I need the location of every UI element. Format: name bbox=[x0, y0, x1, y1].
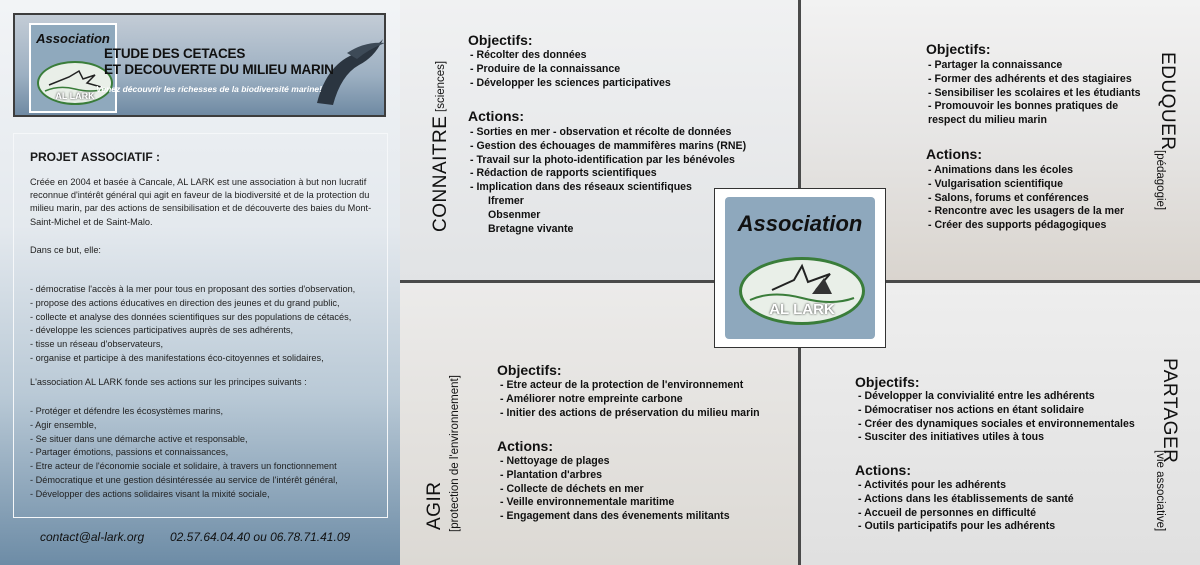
eduquer-action-item: - Salons, forums et conférences bbox=[928, 191, 1089, 204]
divider-right-horizontal bbox=[886, 280, 1200, 283]
eduquer-objectif-item: - Former des adhérents et des stagiaires bbox=[928, 72, 1132, 85]
projet-principle-item: - Développer des actions solidaires visant la mixité sociale, bbox=[30, 488, 270, 499]
projet-list-item: - démocratise l'accès à la mer pour tous en proposant des sorties d'observation, bbox=[30, 284, 356, 294]
eduquer-title: EDUQUER bbox=[1157, 52, 1178, 151]
eduquer-subtitle: [pédagogie] bbox=[1154, 150, 1166, 211]
header-title-line1: ETUDE DES CETACES bbox=[104, 46, 246, 61]
connaitre-objectif-item: - Développer les sciences participatives bbox=[470, 77, 671, 89]
partager-action-item: - Outils participatifs pour les adhérents bbox=[858, 520, 1056, 533]
eduquer-action-item: - Animations dans les écoles bbox=[928, 164, 1074, 176]
projet-title: PROJET ASSOCIATIF : bbox=[30, 150, 161, 164]
contact-email[interactable]: contact@al-lark.org bbox=[40, 530, 145, 544]
partager-objectifs-label: Objectifs: bbox=[855, 374, 920, 390]
center-logo-oval bbox=[739, 257, 865, 325]
header-title-line2: ET DECOUVERTE DU MILIEU MARIN bbox=[104, 62, 334, 77]
center-logo-inner bbox=[725, 197, 875, 339]
projet-lead: Dans ce but, elle: bbox=[30, 245, 101, 255]
partager-action-item: - Actions dans les établissements de santé bbox=[858, 492, 1074, 505]
partager-subtitle: [vie associative] bbox=[1154, 450, 1166, 532]
connaitre-action-item: - Implication dans des réseaux scientifiques bbox=[470, 181, 692, 194]
eduquer-objectif-item: - Sensibiliser les scolaires et les étudiants bbox=[928, 86, 1141, 99]
partager-title: PARTAGER bbox=[1159, 358, 1180, 464]
contact-phones: 02.57.64.04.40 ou 06.78.71.41.09 bbox=[170, 530, 351, 544]
logo-subtitle: AL LARK bbox=[55, 91, 95, 101]
eduquer-actions-label: Actions: bbox=[926, 146, 982, 162]
eduquer-action-item: - Créer des supports pédagogiques bbox=[928, 219, 1107, 232]
agir-objectif-item: - Initier des actions de préservation du milieu marin bbox=[500, 406, 760, 419]
connaitre-action-item: - Rédaction de rapports scientifiques bbox=[470, 167, 657, 180]
agir-action-item: - Veille environnementale maritime bbox=[500, 496, 675, 509]
projet-principle-item: - Se situer dans une démarche active et responsable, bbox=[30, 433, 248, 444]
partager-objectif-item: - Démocratiser nos actions en étant solidaire bbox=[858, 403, 1085, 416]
divider-left-horizontal bbox=[400, 280, 714, 283]
partager-action-item: - Activités pour les adhérents bbox=[858, 479, 1006, 491]
agir-objectifs-label: Objectifs: bbox=[497, 362, 562, 378]
agir-actions-label: Actions: bbox=[497, 438, 553, 454]
connaitre-actions-label: Actions: bbox=[468, 108, 524, 124]
projet-principle-item: - Etre acteur de l'économie sociale et solidaire, à travers un fonctionnement bbox=[30, 461, 337, 472]
projet-list-item: - développe les sciences participatives auprès de ses adhérents, bbox=[30, 325, 294, 336]
agir-objectif-item: - Etre acteur de la protection de l'environnement bbox=[500, 379, 744, 391]
connaitre-objectif-item: - Produire de la connaissance bbox=[470, 63, 621, 75]
center-logo-title: Association bbox=[737, 211, 863, 236]
partager-objectif-item: - Susciter des initiatives utiles à tous bbox=[858, 431, 1045, 444]
header-tagline: Venez découvrir les richesses de la biodiversité marine! bbox=[96, 84, 322, 94]
connaitre-subtitle: [sciences] bbox=[435, 60, 447, 112]
partager-action-item: - Accueil de personnes en difficulté bbox=[858, 506, 1036, 519]
agir-objectif-item: - Améliorer notre empreinte carbone bbox=[500, 392, 683, 405]
projet-intro: Créée en 2004 et basée à Cancale, AL LARK est une association à but non lucratif reconnue d'intérêt général qui agit en faveur de la biodiversité et de la protection du milieu marin, par des actions de sensibilisation et de découverte des baies du Mont-Saint-Michel et de Saint-Malo. bbox=[30, 177, 372, 227]
partager-actions-label: Actions: bbox=[855, 462, 911, 478]
connaitre-objectif-item: - Récolter des données bbox=[470, 49, 587, 61]
projet-list-item: - collecte et analyse des données scientifiques sur des populations de cétacés, bbox=[30, 311, 352, 322]
projet-principles-lead: L'association AL LARK fonde ses actions sur les principes suivants : bbox=[30, 377, 307, 387]
connaitre-action-item: Obsenmer bbox=[488, 208, 541, 221]
agir-action-item: - Plantation d'arbres bbox=[500, 468, 603, 481]
connaitre-action-item: - Gestion des échouages de mammifères marins (RNE) bbox=[470, 139, 747, 152]
eduquer-objectif-item: - Promouvoir les bonnes pratiques de bbox=[928, 100, 1119, 113]
agir-action-item: - Engagement dans des évenements militants bbox=[500, 510, 730, 523]
connaitre-action-item: - Travail sur la photo-identification par les bénévoles bbox=[470, 153, 735, 166]
projet-list-item: - propose des actions éducatives en direction des jeunes et du grand public, bbox=[30, 297, 340, 308]
agir-action-item: - Nettoyage de plages bbox=[500, 455, 610, 467]
agir-action-item: - Collecte de déchets en mer bbox=[500, 482, 644, 495]
center-logo-sub: AL LARK bbox=[769, 301, 835, 318]
center-logo bbox=[714, 188, 886, 348]
projet-principle-item: - Agir ensemble, bbox=[30, 419, 97, 430]
projet-principle-item: - Partager émotions, passions et connaissances, bbox=[30, 447, 229, 458]
logo-title: Association bbox=[36, 31, 110, 46]
logo-oval bbox=[37, 61, 113, 105]
connaitre-title: CONNAITRE bbox=[430, 115, 451, 232]
divider-top-vertical bbox=[798, 0, 801, 188]
projet-principle-item: - Démocratique et une gestion désintéressée au service de l'intérêt général, bbox=[30, 475, 338, 485]
agir-subtitle: [protection de l'environnement] bbox=[449, 375, 461, 532]
partager-objectif-item: - Développer la convivialité entre les adhérents bbox=[858, 390, 1095, 402]
connaitre-objectifs-label: Objectifs: bbox=[468, 32, 533, 48]
eduquer-action-item: - Rencontre avec les usagers de la mer bbox=[928, 205, 1125, 218]
eduquer-objectifs-label: Objectifs: bbox=[926, 41, 991, 57]
divider-bottom-vertical bbox=[798, 348, 801, 565]
projet-principle-item: - Protéger et défendre les écosystèmes marins, bbox=[30, 406, 224, 416]
projet-list-item: - organise et participe à des manifestations éco-citoyennes et solidaires, bbox=[30, 353, 324, 363]
agir-title: AGIR bbox=[424, 481, 445, 530]
connaitre-action-item: - Sorties en mer - observation et récolte de données bbox=[470, 126, 732, 138]
eduquer-action-item: - Vulgarisation scientifique bbox=[928, 177, 1063, 190]
projet-list-item: - tisse un réseau d'observateurs, bbox=[30, 339, 163, 350]
connaitre-action-item: Bretagne vivante bbox=[488, 222, 574, 235]
eduquer-objectif-item: - Partager la connaissance bbox=[928, 59, 1063, 71]
eduquer-objectif-item: respect du milieu marin bbox=[928, 114, 1047, 127]
partager-objectif-item: - Créer des dynamiques sociales et environnementales bbox=[858, 417, 1135, 430]
connaitre-action-item: Ifremer bbox=[488, 195, 524, 207]
